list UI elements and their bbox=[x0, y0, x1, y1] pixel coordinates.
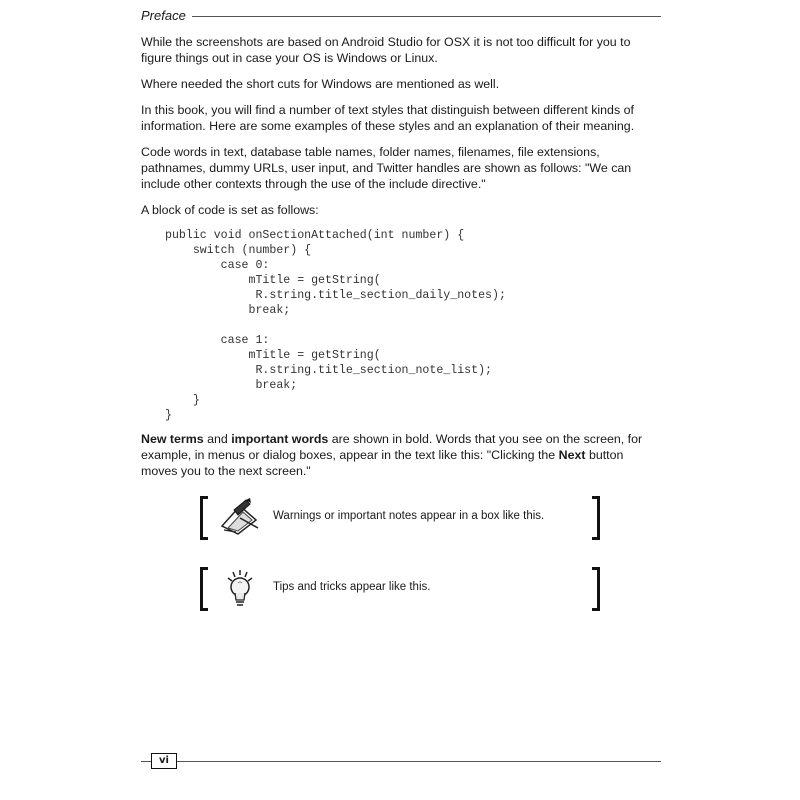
warning-note-text: Warnings or important notes appear in a box like this. bbox=[273, 510, 545, 522]
right-bracket bbox=[592, 567, 600, 611]
paragraph-text-styles: In this book, you will find a number of text styles that distinguish between different kinds of information. Here are some examples of these styles and an explanation of their meaning. bbox=[141, 103, 635, 133]
left-bracket bbox=[200, 567, 208, 611]
paragraph-shortcuts: Where needed the short cuts for Windows are mentioned as well. bbox=[141, 77, 500, 91]
footer-rule-right bbox=[177, 761, 661, 762]
section-title: Preface bbox=[141, 7, 186, 23]
header-rule bbox=[192, 16, 661, 17]
paragraph-screenshots: While the screenshots are based on Android Studio for OSX it is not too difficult for you to figure things out in case your OS is Windows or Linux. bbox=[141, 35, 631, 65]
right-bracket bbox=[592, 496, 600, 540]
lightbulb-icon bbox=[216, 569, 264, 609]
page-header bbox=[141, 6, 661, 24]
paragraph-code-intro: A block of code is set as follows: bbox=[141, 203, 319, 217]
text-segment: button moves you to the next screen." bbox=[141, 448, 624, 478]
tip-note-text: Tips and tricks appear like this. bbox=[273, 581, 431, 593]
warning-pen-icon bbox=[216, 498, 264, 538]
page-number: vi bbox=[151, 753, 177, 769]
left-bracket bbox=[200, 496, 208, 540]
text-segment: are shown in bold. Words that you see on the screen, for example, in menus or dialog boxes, appear in the text like this: "Clicking the bbox=[141, 432, 643, 462]
bold-important-words: important words bbox=[231, 432, 329, 446]
bold-new-terms: New terms bbox=[141, 432, 204, 446]
page-footer bbox=[141, 752, 661, 770]
page-body bbox=[141, 34, 663, 489]
text-segment: and bbox=[203, 432, 232, 446]
footer-rule-left bbox=[141, 761, 151, 762]
code-block: public void onSectionAttached(int number) { switch (number) { case 0: mTitle = getString( R.string.title_section_daily_notes); break; case 1: mTitle = getString( R.string.title_section_note_list); break; } } bbox=[165, 229, 506, 422]
paragraph-new-terms bbox=[141, 431, 663, 479]
paragraph-code-words: Code words in text, database table names, folder names, filenames, file extensions, pathnames, dummy URLs, user input, and Twitter handles are shown as follows: "We can include other contexts through the use of the include directive." bbox=[141, 145, 632, 191]
tip-note-box bbox=[200, 567, 600, 611]
warning-note-box bbox=[200, 496, 600, 540]
bold-next: Next bbox=[558, 448, 586, 462]
